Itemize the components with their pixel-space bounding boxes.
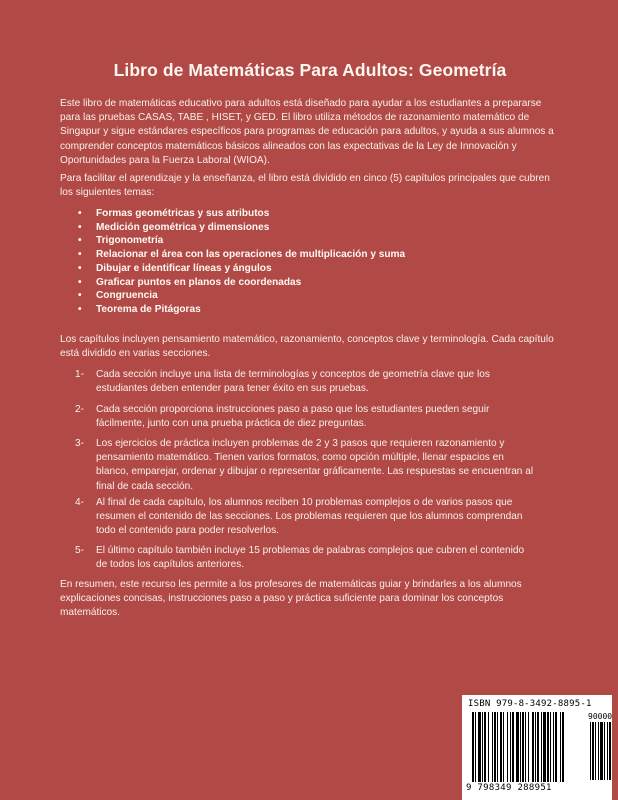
topic-item: • Formas geométricas y sus atributos — [78, 208, 270, 219]
topic-item: • Relacionar el área con las operaciones de multiplicación y suma — [78, 249, 406, 261]
barcode-bar — [560, 712, 561, 782]
barcode-bar — [475, 712, 476, 782]
barcode-bar — [510, 712, 511, 782]
barcode-bar — [607, 722, 608, 780]
chapters-intro: Para facilitar el aprendizaje y la enseñanza, el libro está dividido en cinco (5) capítulos principales que cubren los siguientes temas: — [60, 173, 550, 199]
barcode-bar — [507, 712, 508, 782]
barcode-bar — [600, 722, 603, 780]
topic-item: • Trigonometría — [78, 235, 164, 247]
intro-paragraph: Este libro de matemáticas educativo para adultos está diseñado para ayudar a los estudiantes a prepararse para las pruebas CASAS, TABE , HISET, y GED. El libro utiliza métodos de razonamiento matemático de Singapur y sigue estándares específicos para programas de educación para adultos, y ayuda a sus alumnos a comprender conceptos matemáticos básicos alineados con las expectativas de la Ley de Innovación y Oportunidades para la Fuerza Laboral (WIOA). — [60, 98, 554, 166]
barcode-bar — [512, 712, 514, 782]
book-title: Libro de Matemáticas Para Adultos: Geometría — [113, 60, 507, 80]
chapters-description: Los capítulos incluyen pensamiento matemático, razonamiento, conceptos clave y terminología. Cada capítulo está dividido en varias secciones. — [60, 334, 554, 360]
barcode-number: 9 798349 288951 — [466, 783, 552, 793]
topic-item: • Medición geométrica y dimensiones — [78, 221, 270, 233]
barcode-bar — [528, 712, 529, 782]
barcode-bar — [543, 712, 546, 782]
price-code: 90000 — [588, 712, 613, 721]
barcode-bar — [488, 712, 489, 782]
barcode-bar — [500, 712, 502, 782]
barcode-bar — [497, 712, 498, 782]
topic-item: • Dibujar e identificar líneas y ángulos — [78, 262, 272, 274]
barcode-bar — [503, 712, 504, 782]
barcode-bar — [609, 722, 611, 780]
barcode-bar — [550, 712, 551, 782]
barcode-bar — [537, 712, 539, 782]
isbn-label: ISBN 979-8-3492-8895-1 — [468, 699, 592, 709]
barcode-bar — [592, 722, 594, 780]
barcode-bar — [598, 722, 599, 780]
barcode-bar — [520, 712, 521, 782]
barcode-bar — [516, 712, 519, 782]
barcode-bar — [472, 712, 474, 782]
barcode-bar — [478, 712, 481, 782]
topic-item: • Graficar puntos en planos de coordenadas — [78, 276, 302, 288]
barcode-bar — [590, 722, 591, 780]
barcode-bar — [525, 712, 526, 782]
barcode-bar — [492, 712, 493, 782]
barcode-bar — [522, 712, 524, 782]
barcode-bar — [555, 712, 557, 782]
barcode-bar — [532, 712, 534, 782]
barcode-bar — [604, 722, 605, 780]
barcode-bar — [535, 712, 536, 782]
topic-item: • Congruencia — [78, 290, 158, 302]
barcode-bar — [562, 712, 564, 782]
barcode-bar — [553, 712, 554, 782]
barcode-bar — [482, 712, 483, 782]
barcode-bar — [541, 712, 542, 782]
topic-item: • Teorema de Pitágoras — [78, 303, 201, 315]
barcode-bar — [595, 722, 596, 780]
barcode-bar — [547, 712, 549, 782]
barcode-bar — [484, 712, 486, 782]
barcode-bar — [494, 712, 496, 782]
summary-paragraph: En resumen, este recurso les permite a los profesores de matemáticas guiar y brindarles a los alumnos explicaciones concisas, instrucciones paso a paso y práctica suficiente para dominar los conceptos matemáticos. — [60, 579, 522, 619]
